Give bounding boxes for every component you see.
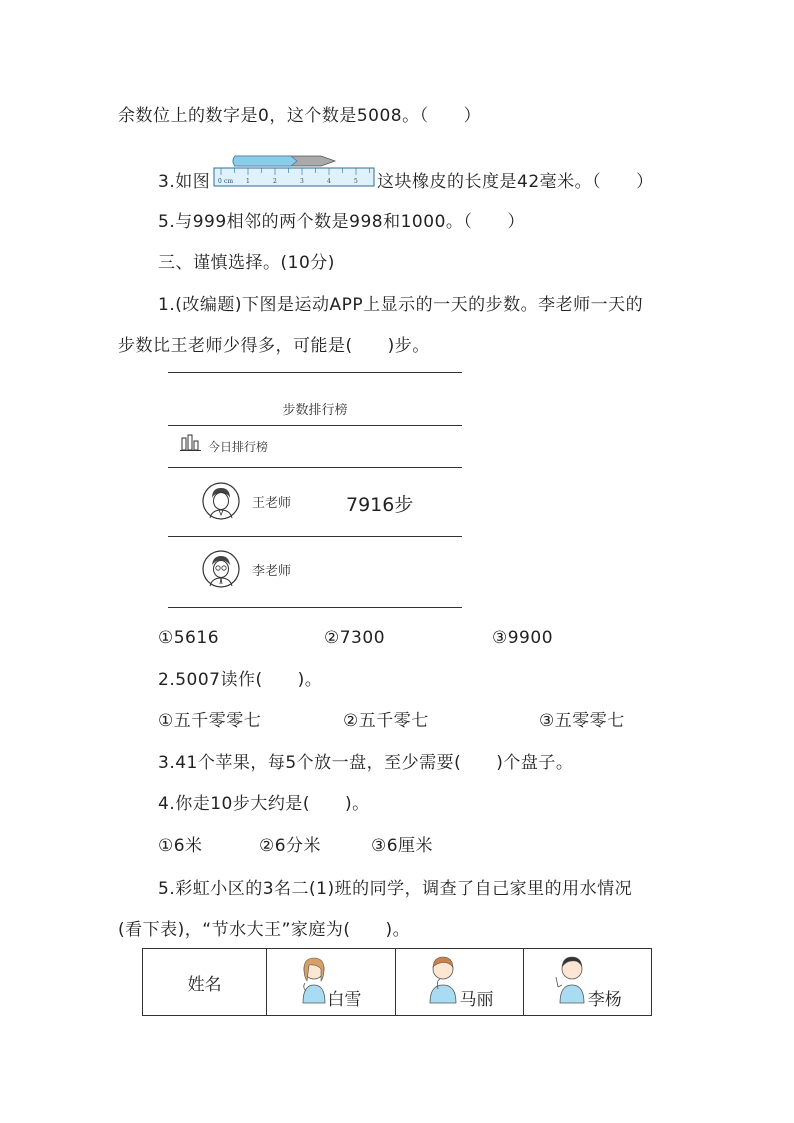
table-header-label: 姓名 bbox=[187, 974, 222, 995]
ruler-tick-label: 0 bbox=[218, 178, 222, 185]
option-text: ②7300 bbox=[324, 628, 386, 648]
question-text: 步数比王老师少得多，可能是( )步。 bbox=[118, 336, 430, 356]
option-text: ②五千零七 bbox=[343, 711, 429, 731]
divider bbox=[168, 607, 462, 608]
statement-line: 余数位上的数字是0，这个数是5008。（ ） bbox=[118, 106, 482, 126]
statement-line: 3.如图 bbox=[158, 172, 211, 192]
question-text: 4.你走10步大约是( )。 bbox=[158, 794, 370, 814]
divider bbox=[168, 536, 462, 537]
step-count: 7916步 bbox=[346, 494, 414, 516]
child-portrait-icon bbox=[426, 955, 460, 1005]
student-name: 马丽 bbox=[459, 990, 494, 1010]
table-header-cell bbox=[143, 949, 267, 1016]
question-text: 5.彩虹小区的3名二(1)班的同学，调查了自己家里的用水情况 bbox=[158, 879, 633, 899]
option-text: ①5616 bbox=[158, 628, 220, 648]
option-text: ③五零零七 bbox=[539, 711, 625, 731]
option-text: ①6米 bbox=[158, 836, 203, 856]
table-cell bbox=[523, 949, 651, 1016]
leaderboard-title: 步数排行榜 bbox=[282, 403, 348, 418]
question-text: 1.(改编题)下图是运动APP上显示的一天的步数。李老师一天的 bbox=[158, 295, 644, 315]
ruler-tick-label: 2 bbox=[273, 178, 277, 185]
question-text: 3.41个苹果，每5个放一盘，至少需要( )个盘子。 bbox=[158, 753, 574, 773]
ruler-tick-label: 1 bbox=[246, 178, 250, 185]
question-text: (看下表)，“节水大王”家庭为( )。 bbox=[118, 920, 411, 940]
leaderboard-subtitle: 今日排行榜 bbox=[208, 440, 269, 454]
ruler-eraser-figure bbox=[213, 153, 375, 187]
bar-chart-icon bbox=[180, 434, 202, 452]
option-text: ①五千零零七 bbox=[158, 711, 262, 731]
ruler-tick-label: 5 bbox=[354, 178, 358, 185]
child-portrait-icon bbox=[554, 955, 588, 1005]
divider bbox=[168, 425, 462, 426]
teacher-name: 李老师 bbox=[252, 564, 292, 579]
table-cell bbox=[267, 949, 395, 1016]
option-text: ②6分米 bbox=[259, 836, 322, 856]
step-leaderboard bbox=[168, 372, 462, 610]
statement-line: 5.与999相邻的两个数是998和1000。（ ） bbox=[158, 212, 525, 232]
teacher-avatar-icon bbox=[202, 550, 240, 588]
ruler-unit-label: cm bbox=[224, 178, 234, 185]
teacher-name: 王老师 bbox=[252, 496, 292, 511]
table-cell bbox=[395, 949, 523, 1016]
student-name: 李杨 bbox=[587, 990, 622, 1010]
option-text: ③6厘米 bbox=[371, 836, 434, 856]
table-row bbox=[143, 949, 652, 1016]
ruler-tick-label: 4 bbox=[327, 178, 331, 185]
question-text: 2.5007读作( )。 bbox=[158, 670, 323, 690]
statement-line: 这块橡皮的长度是42毫米。（ ） bbox=[377, 172, 654, 192]
option-text: ③9900 bbox=[492, 628, 554, 648]
student-name: 白雪 bbox=[327, 990, 362, 1010]
divider bbox=[168, 372, 462, 373]
teacher-avatar-icon bbox=[202, 482, 240, 520]
ruler-tick-label: 3 bbox=[300, 178, 304, 185]
section-heading: 三、谨慎选择。(10分) bbox=[158, 253, 335, 273]
divider bbox=[168, 467, 462, 468]
child-portrait-icon bbox=[297, 955, 331, 1005]
water-usage-table bbox=[142, 948, 652, 1016]
